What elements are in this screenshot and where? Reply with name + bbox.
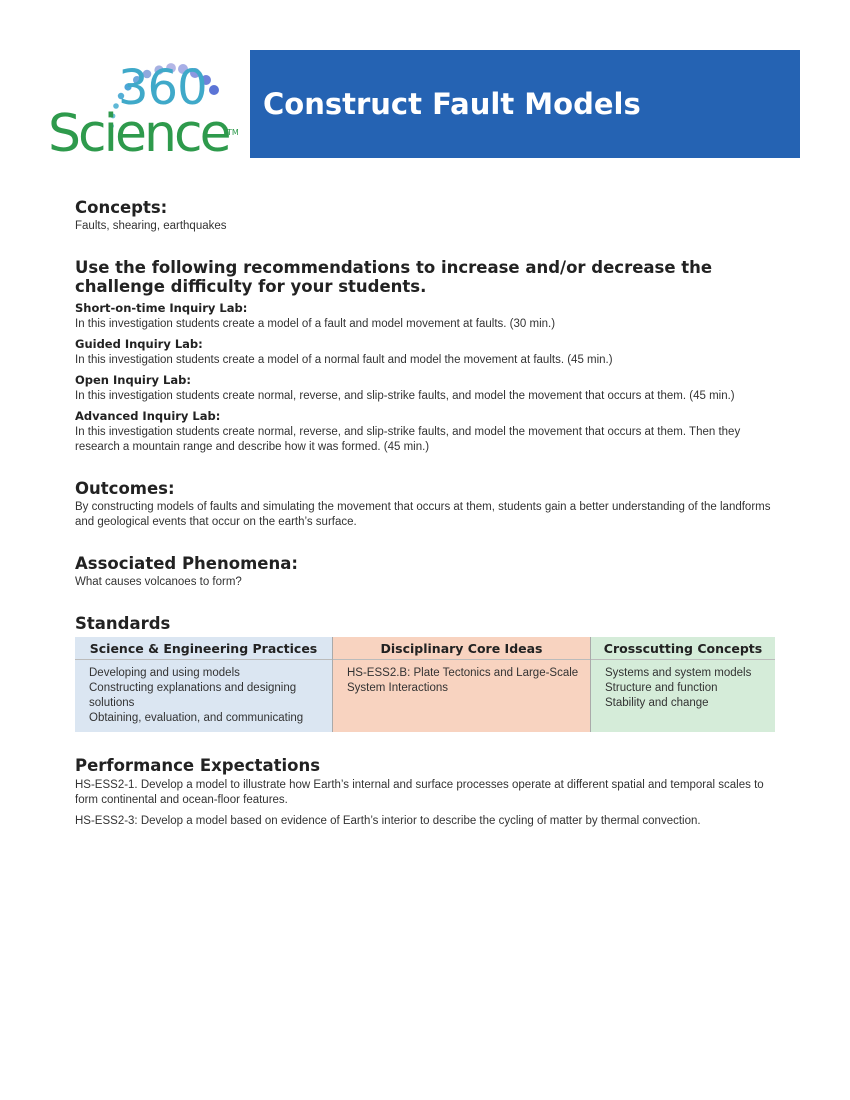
lab-title-advanced: Advanced Inquiry Lab: (75, 409, 221, 423)
lab-text-open: In this investigation students create normal, reverse, and slip-strike faults, and model the movement that occurs at them. (45 min.) (75, 390, 735, 402)
phenomena-section (75, 554, 775, 590)
column-header: Science & Engineering Practices (75, 637, 332, 660)
phenomena-heading: Associated Phenomena: (75, 554, 298, 573)
standards-column-core-ideas (333, 637, 591, 732)
lab-title-short: Short-on-time Inquiry Lab: (75, 301, 248, 315)
list-item: HS-ESS2.B: Plate Tectonics and Large-Scale System Interactions (347, 667, 579, 694)
standards-column-crosscutting (591, 637, 775, 732)
logo-trademark: TM (227, 128, 239, 137)
list-item: Obtaining, evaluation, and communicating (89, 712, 304, 724)
concepts-text: Faults, shearing, earthquakes (75, 220, 227, 232)
phenomena-text: What causes volcanoes to form? (75, 576, 242, 588)
title-banner (250, 50, 800, 158)
lab-text-short: In this investigation students create a model of a fault and model movement at faults. (30 min.) (75, 318, 556, 330)
column-header: Disciplinary Core Ideas (333, 637, 590, 660)
lab-text-advanced: In this investigation students create normal, reverse, and slip-strike faults, and model the movement that occurs at them. Then they research a mountain range and describe how it was formed. (45 min.) (75, 426, 741, 453)
logo-number: 360 (118, 60, 207, 116)
concepts-section (75, 198, 775, 234)
main-content (75, 198, 775, 853)
performance-heading: Performance Expectations (75, 756, 321, 775)
lab-title-open: Open Inquiry Lab: (75, 373, 191, 387)
list-item: Systems and system models (605, 667, 752, 679)
performance-item: HS-ESS2-1. Develop a model to illustrate how Earth’s internal and surface processes operate at different spatial and temporal scales to form continental and ocean-floor features. (75, 779, 764, 806)
logo-360-science (40, 40, 250, 165)
outcomes-section (75, 479, 775, 530)
outcomes-heading: Outcomes: (75, 479, 175, 498)
performance-section (75, 756, 775, 829)
logo-word: Science (48, 104, 229, 164)
page-title: Construct Fault Models (263, 87, 641, 121)
concepts-heading: Concepts: (75, 198, 168, 217)
list-item: Constructing explanations and designing solutions (89, 682, 297, 709)
list-item: Developing and using models (89, 667, 240, 679)
column-header: Crosscutting Concepts (591, 637, 775, 660)
list-item: Structure and function (605, 682, 718, 694)
performance-item: HS-ESS2-3: Develop a model based on evidence of Earth’s interior to describe the cycling of matter by thermal convection. (75, 815, 701, 827)
outcomes-text: By constructing models of faults and simulating the movement that occurs at them, students gain a better understanding of the landforms and geological events that occur on the earth’s surface. (75, 501, 771, 528)
standards-heading: Standards (75, 614, 171, 633)
lab-title-guided: Guided Inquiry Lab: (75, 337, 203, 351)
lab-text-guided: In this investigation students create a model of a normal fault and model the movement at faults. (45 min.) (75, 354, 613, 366)
recommendations-heading: Use the following recommendations to increase and/or decrease the challenge difficulty for your students. (75, 258, 713, 296)
standards-section (75, 614, 775, 732)
standards-table (75, 637, 775, 732)
recommendations-section (75, 258, 775, 455)
list-item: Stability and change (605, 697, 709, 709)
standards-column-practices (75, 637, 333, 732)
